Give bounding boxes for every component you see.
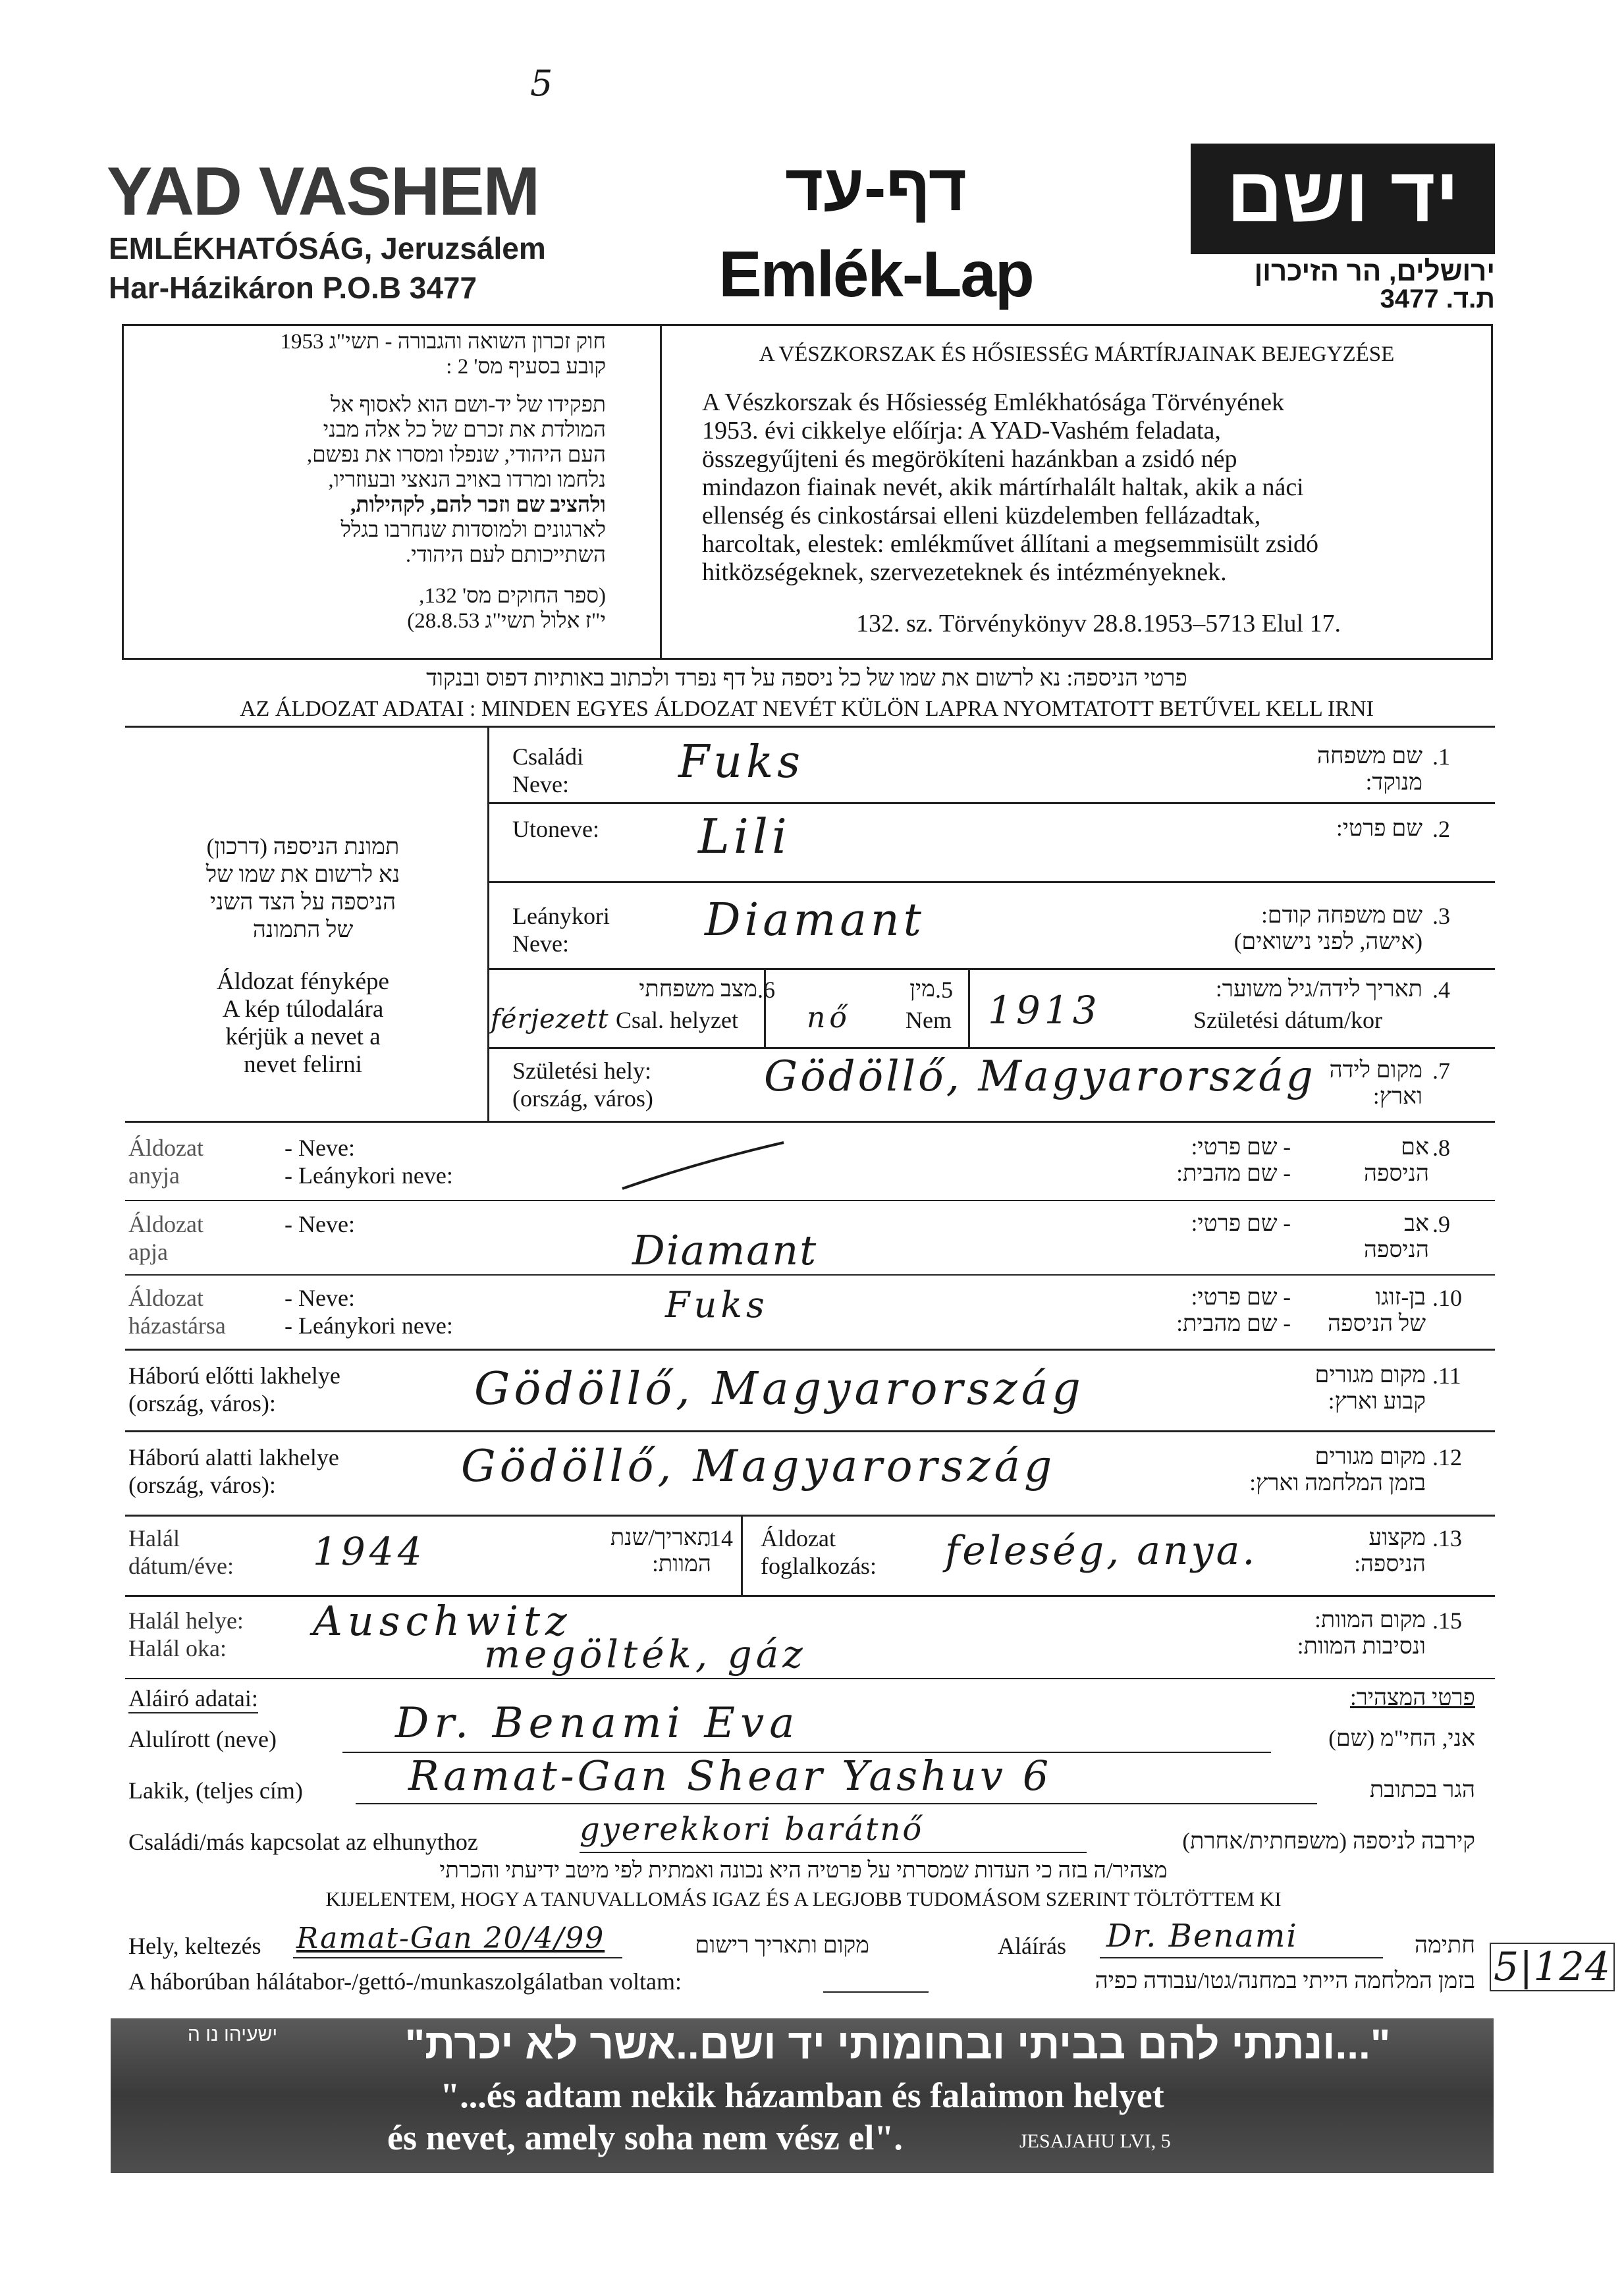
field-10-he-label: - שם מהבית: — [1176, 1310, 1291, 1336]
field-12-number: .12 — [1432, 1444, 1462, 1470]
field-2-hu-label: Utoneve: — [512, 816, 599, 842]
field-15-hu-label: Halál oka: — [128, 1635, 227, 1661]
field-3-he-label: (אישה, לפני נישואים) — [1233, 929, 1422, 954]
field-1-surname-value[interactable]: Fuks — [678, 736, 805, 788]
banner-hebrew-ref: ישעיהו נו ה — [187, 2024, 278, 2045]
law-hu-line: hitközségeknek, szervezeteknek és intézményeknek. — [702, 558, 1227, 586]
field-13-he-label: הניספה: — [1354, 1551, 1426, 1577]
field-14-number: .14 — [703, 1525, 733, 1551]
field-8-hebrew-label — [1067, 1134, 1291, 1187]
field-10-he-label: של הניספה — [1328, 1310, 1426, 1336]
field-11-hu-label: Háború előtti lakhelye — [128, 1362, 340, 1389]
field-8-hebrew-label-b — [1311, 1134, 1429, 1187]
field-7-he-label: מקום לידה — [1329, 1057, 1422, 1083]
row-rule — [125, 1349, 1495, 1351]
field-6-number: .6 — [757, 977, 775, 1003]
page-mark: 5 — [530, 63, 557, 104]
field-9-hebrew-label: - שם פרטי: — [1191, 1210, 1291, 1236]
row-rule — [487, 802, 1495, 804]
banner-hebrew-quote: "...ונתתי להם בביתי ובחומותי יד ושם..אשר לא יכרת" — [404, 2020, 1391, 2068]
field-10-spouse-value[interactable]: Fuks — [665, 1284, 769, 1326]
field-8-he-label: אם — [1401, 1134, 1429, 1160]
field-3-label — [512, 902, 610, 957]
field-11-prewar-residence-value[interactable]: Gödöllő, Magyarország — [474, 1363, 1085, 1415]
banner-hu-ref: JESAJAHU LVI, 5 — [1019, 2130, 1171, 2152]
field-12-hu-label: (ország, város): — [128, 1472, 276, 1498]
signer-relation-value[interactable]: gyerekkori barátnő — [580, 1811, 924, 1848]
field-14-hu-label: dátum/éve: — [128, 1553, 234, 1579]
law-hebrew-line: קובע בסעיף מס' 2 : — [446, 355, 606, 379]
field-1-hu-label: Neve: — [512, 771, 569, 797]
field-9-number: .9 — [1432, 1211, 1450, 1237]
field-11-number: .11 — [1432, 1362, 1461, 1389]
header-hebrew-pob: ת.ד. 3477 — [1380, 284, 1495, 313]
row-rule — [125, 1430, 1495, 1432]
field-10-hu-label: Áldozat — [128, 1285, 203, 1311]
field-7-hu-label: (ország, város) — [512, 1085, 653, 1112]
signer-address-hu-label: Lakik, (teljes cím) — [128, 1777, 303, 1804]
field-2-hebrew-label: שם פרטי: — [1336, 815, 1422, 841]
law-hu-line: összegyűjteni és megörökíteni hazánkban a zsidó nép — [702, 445, 1237, 473]
signer-name-value[interactable]: Dr. Benami Eva — [395, 1699, 800, 1748]
field-12-he-label: מקום מגורים — [1314, 1443, 1426, 1469]
photo-hebrew-line: תמונת הניספה (דרכון) — [206, 834, 400, 859]
row-rule — [125, 1515, 1495, 1517]
field-9-label-a — [128, 1210, 203, 1266]
field-14-hebrew-label — [514, 1524, 711, 1577]
photo-hu-line: Áldozat fényképe — [217, 968, 389, 995]
field-3-hu-label: Leánykori — [512, 903, 610, 929]
field-10-hebrew-label-b — [1278, 1284, 1426, 1337]
header-hebrew-address: ירושלים, הר הזיכרון — [1254, 256, 1495, 286]
field-15-number: .15 — [1432, 1607, 1462, 1634]
place-date-value[interactable]: Ramat-Gan 20/4/99 — [296, 1922, 605, 1955]
field-6-marital-value[interactable]: férjezett — [491, 1004, 609, 1035]
field-9-father-value[interactable]: Diamant — [632, 1226, 818, 1274]
field-10-hebrew-label — [1067, 1284, 1291, 1337]
row-rule — [125, 1200, 1495, 1201]
declaration-hebrew: מצהיר/ה בזה כי העדות שמסרתי על פרטיה היא נכונה ואמתית לפי מיטב ידיעתי והכרתי — [439, 1858, 1168, 1883]
signer-address-line — [356, 1803, 1317, 1804]
law-hebrew-line: העם היהודי, שנפלו ומסרו את נפשם, — [306, 443, 606, 467]
col-rule — [741, 1515, 743, 1595]
header-address: Har-Házikáron P.O.B 3477 — [109, 271, 477, 305]
field-4-number: .4 — [1432, 977, 1450, 1003]
law-hebrew-line: חוק זכרון השואה והגבורה - תשי"ג 1953 — [280, 330, 606, 354]
field-8-label-b — [284, 1134, 453, 1189]
photo-hebrew-line: של התמונה — [252, 917, 354, 942]
field-9-hu-label: Áldozat — [128, 1211, 203, 1237]
field-11-hu-label: (ország, város): — [128, 1390, 276, 1416]
photo-hebrew-line: נא לרשום את שמו של — [205, 861, 400, 887]
col-rule — [968, 968, 970, 1047]
field-7-he-label: וארץ: — [1372, 1083, 1422, 1109]
field-2-firstname-value[interactable]: Lili — [698, 809, 791, 864]
field-14-hu-label: Halál — [128, 1525, 180, 1551]
field-7-hebrew-label — [1218, 1057, 1422, 1110]
field-1-he-label: שם משפחה — [1316, 743, 1422, 768]
field-15-label — [128, 1607, 244, 1662]
emlek-lap-title: Emlék-Lap — [718, 238, 1033, 310]
law-hu-text — [702, 389, 1479, 587]
field-5-number: .5 — [935, 977, 953, 1003]
field-8-he-label: הניספה — [1363, 1160, 1429, 1186]
law-hebrew-ref: י"ז אלול תשי"ג 28.8.53) — [407, 609, 606, 633]
law-hebrew-line: ולהציב שם וזכר להם, לקהילות, — [350, 493, 606, 517]
signer-relation-he-label: קירבה לניספה (משפחתית/אחרת) — [1182, 1828, 1475, 1854]
field-10-hu-label: - Neve: — [284, 1285, 355, 1311]
field-1-he-label: מנוקד: — [1365, 769, 1422, 795]
camp-he-label: בזמן המלחמה הייתי במחנה/גטו/עבודה כפיה — [1095, 1968, 1475, 1993]
field-11-label — [128, 1362, 340, 1417]
field-13-label — [761, 1524, 877, 1580]
field-8-hu-label: anyja — [128, 1162, 180, 1189]
law-hu-title: A VÉSZKORSZAK ÉS HŐSIESSÉG MÁRTÍRJAINAK BEJEGYZÉSE — [759, 342, 1395, 366]
law-hebrew-line: לארגונים ולמוסדות שנחרבו בגלל — [340, 518, 606, 542]
field-8-hu-label: Áldozat — [128, 1135, 203, 1161]
yad-vashem-logo — [1191, 144, 1495, 254]
instructions-rule — [125, 726, 1495, 728]
field-9-he-label: אב — [1404, 1210, 1429, 1236]
field-7-hu-label: Születési hely: — [512, 1058, 651, 1084]
field-3-hu-label: Neve: — [512, 930, 569, 957]
field-11-he-label: קבוע וארץ: — [1328, 1388, 1426, 1414]
law-hu-line: 1953. évi cikkelye előírja: A YAD-Vashém feladata, — [702, 417, 1221, 445]
field-10-hu-label: - Leánykori neve: — [284, 1312, 453, 1339]
field-8-number: .8 — [1432, 1135, 1450, 1161]
field-8-dash-mark — [619, 1136, 790, 1195]
field-1-hu-label: Családi — [512, 743, 583, 770]
field-2-number: .2 — [1432, 816, 1450, 842]
instructions-hebrew: פרטי הניספה: נא לרשום את שמו של כל ניספה על דף נפרד ולכתוב באותיות דפוס ובנקוד — [426, 665, 1187, 691]
declaration-hu: KIJELENTEM, HOGY A TANUVALLOMÁS IGAZ ÉS A LEGJOBB TUDOMÁSOM SZERINT TÖLTÖTTEM KI — [325, 1887, 1282, 1910]
signature-hu-label: Aláírás — [998, 1933, 1066, 1959]
law-hebrew-line: תפקידו של יד-ושם הוא לאסוף אל — [330, 393, 606, 417]
signer-name-he-label: אני, החי"מ (שם) — [1328, 1725, 1475, 1751]
photo-hu-line: A kép túlodalára — [222, 996, 384, 1023]
law-hu-line: ellenség és cinkostársai elleni küzdelemben fellázadtak, — [702, 502, 1261, 529]
field-5-hu-label: Nem — [906, 1007, 952, 1033]
field-5-hebrew-label: מין — [909, 976, 935, 1002]
law-hebrew-line: השתייכותם לעם היהודי. — [405, 543, 606, 567]
quote-banner — [111, 2018, 1494, 2173]
signer-relation-hu-label: Családi/más kapcsolat az elhunythoz — [128, 1829, 478, 1855]
field-8-hu-label: - Neve: — [284, 1135, 355, 1161]
field-7-number: .7 — [1432, 1058, 1450, 1084]
field-7-birthplace-value[interactable]: Gödöllő, Magyarország — [764, 1052, 1316, 1101]
field-14-death-date-value[interactable]: 1944 — [313, 1529, 426, 1574]
law-hu-line: harcoltak, elestek: emlékművet állítani a megsemmisült zsidó — [702, 530, 1319, 558]
law-hebrew-line: המולדת את זכרם של כל אלה מבני — [323, 418, 606, 442]
row-rule — [125, 1678, 1495, 1679]
law-hu-line: mindazon fiainak nevét, akik mártírhalált haltak, akik a náci — [702, 473, 1304, 501]
photo-hu-line: kérjük a nevet a — [225, 1023, 381, 1050]
field-4-hebrew-label: תאריך לידה/גיל משוער: — [1216, 976, 1422, 1002]
field-1-hebrew-label — [1146, 743, 1422, 795]
field-3-hebrew-label — [1080, 902, 1422, 955]
law-hebrew-ref: (ספר החוקים מס' 132, — [419, 584, 606, 608]
field-4-birth-value[interactable]: 1913 — [988, 988, 1101, 1033]
field-10-number: .10 — [1432, 1285, 1462, 1311]
signer-relation-line — [580, 1852, 1087, 1853]
field-14-he-label: המוות: — [652, 1551, 711, 1577]
photo-hu-line: nevet felirni — [244, 1051, 362, 1078]
field-15-death-place-value[interactable]: Auschwitz — [313, 1597, 572, 1645]
field-6-hu-label: Csal. helyzet — [616, 1007, 738, 1033]
header-institution: EMLÉKHATÓSÁG, Jeruzsálem — [109, 231, 546, 265]
signer-address-value[interactable]: Ramat-Gan Shear Yashuv 6 — [408, 1752, 1052, 1800]
field-4-hu-label: Születési dátum/kor — [1193, 1007, 1382, 1033]
field-3-maiden-value[interactable]: Diamant — [705, 894, 925, 946]
field-10-hu-label: házastársa — [128, 1312, 226, 1339]
photo-box-border — [487, 726, 489, 1121]
logo-text: יד ושם — [1226, 151, 1459, 238]
field-6-hebrew-label: מצב משפחתי — [639, 976, 757, 1002]
place-date-he-label: מקום ותאריך רישום — [695, 1932, 869, 1958]
field-9-hebrew-label-b — [1311, 1210, 1429, 1263]
field-13-hu-label: foglalkozás: — [761, 1553, 877, 1579]
field-1-number: .1 — [1432, 743, 1450, 770]
instructions-hu: AZ ÁLDOZAT ADATAI : MINDEN EGYES ÁLDOZAT NEVÉT KÜLÖN LAPRA NYOMTATOTT BETŰVEL KELL IRNI — [240, 697, 1374, 721]
signer-hu-title: Aláiró adatai: — [128, 1685, 258, 1713]
field-11-hebrew-label — [1146, 1362, 1426, 1415]
field-9-hu-label-b: - Neve: — [284, 1211, 355, 1237]
row-rule — [125, 1274, 1495, 1276]
field-7-label — [512, 1057, 653, 1112]
field-9-hu-label: apja — [128, 1239, 168, 1265]
signer-name-hu-label: Alulírott (neve) — [128, 1726, 277, 1752]
photo-box-hebrew — [125, 833, 481, 944]
field-3-number: .3 — [1432, 903, 1450, 929]
row-rule — [487, 1047, 1495, 1049]
field-8-he-label: - שם פרטי: — [1191, 1134, 1291, 1160]
field-5-sex-value[interactable]: nő — [807, 1001, 851, 1035]
banner-hu-quote-line2: és nevet, amely soha nem vész el". — [387, 2118, 903, 2157]
field-14-he-label: תאריך/שנת — [610, 1524, 711, 1550]
field-12-hu-label: Háború alatti lakhelye — [128, 1444, 339, 1470]
field-9-he-label: הניספה — [1363, 1237, 1429, 1262]
field-13-hebrew-label — [1264, 1524, 1426, 1577]
field-15-death-cause-value[interactable]: megölték, gáz — [484, 1632, 807, 1677]
signature-he-label: חתימה — [1414, 1932, 1475, 1958]
camp-line — [823, 1991, 929, 1993]
field-8-label-a — [128, 1134, 203, 1189]
field-13-hu-label: Áldozat — [761, 1525, 836, 1551]
field-11-he-label: מקום מגורים — [1314, 1362, 1426, 1388]
photo-box-hu — [125, 968, 481, 1079]
field-10-he-label: בן-זוגו — [1375, 1284, 1426, 1310]
row-rule — [487, 881, 1495, 883]
row-rule — [125, 1121, 1495, 1123]
signature-value[interactable]: Dr. Benami — [1106, 1918, 1298, 1954]
field-14-label — [128, 1524, 234, 1580]
yad-vashem-title: YAD VASHEM — [107, 153, 539, 230]
signer-he-title: פרטי המצהיר: — [1349, 1685, 1475, 1710]
field-15-he-label: מקום המוות: — [1314, 1607, 1426, 1632]
field-10-he-label: - שם פרטי: — [1191, 1284, 1291, 1310]
photo-hebrew-line: הניספה על הצד השני — [209, 889, 396, 915]
law-hebrew-line: נלחמו ומרדו באויב הנאצי ובעוזריו, — [328, 468, 606, 492]
signer-address-he-label: הגר בכתובת — [1369, 1777, 1475, 1802]
law-hebrew-text — [132, 329, 606, 633]
field-15-hebrew-label — [1172, 1607, 1426, 1659]
row-rule — [487, 968, 1495, 970]
law-hu-reference: 132. sz. Törvénykönyv 28.8.1953–5713 Elul 17. — [856, 610, 1341, 637]
signature-line — [1100, 1957, 1383, 1958]
field-12-wartime-residence-value[interactable]: Gödöllő, Magyarország — [461, 1441, 1056, 1492]
side-number: 5|124 — [1490, 1943, 1615, 1991]
field-13-he-label: מקצוע — [1368, 1524, 1426, 1550]
field-15-he-label: ונסיבות המוות: — [1297, 1633, 1426, 1659]
field-13-number: .13 — [1432, 1525, 1462, 1551]
field-3-he-label: שם משפחה קודם: — [1261, 902, 1422, 928]
field-12-label — [128, 1443, 339, 1499]
field-13-occupation-value[interactable]: feleség, anya. — [945, 1528, 1258, 1574]
field-12-hebrew-label — [1146, 1443, 1426, 1496]
field-1-label — [512, 743, 583, 798]
camp-hu-label: A háborúban hálátabor-/gettó-/munkaszolgálatban voltam: — [128, 1968, 682, 1995]
law-hu-line: A Vészkorszak és Hősiesség Emlékhatósága Törvényének — [702, 389, 1284, 416]
place-date-line — [293, 1957, 622, 1958]
field-15-hu-label: Halál helye: — [128, 1607, 244, 1634]
field-12-he-label: בזמן המלחמה וארץ: — [1249, 1470, 1426, 1496]
banner-hu-quote-line1: "...és adtam nekik házamban és falaimon helyet — [440, 2076, 1164, 2115]
place-date-hu-label: Hely, keltezés — [128, 1933, 261, 1959]
field-10-label-b — [284, 1284, 453, 1339]
law-box-divider — [660, 324, 662, 660]
field-8-he-label: - שם מהבית: — [1176, 1160, 1291, 1186]
field-8-hu-label: - Leánykori neve: — [284, 1162, 453, 1189]
header-hebrew-title: דף-עד — [784, 151, 967, 225]
field-10-label-a — [128, 1284, 226, 1339]
